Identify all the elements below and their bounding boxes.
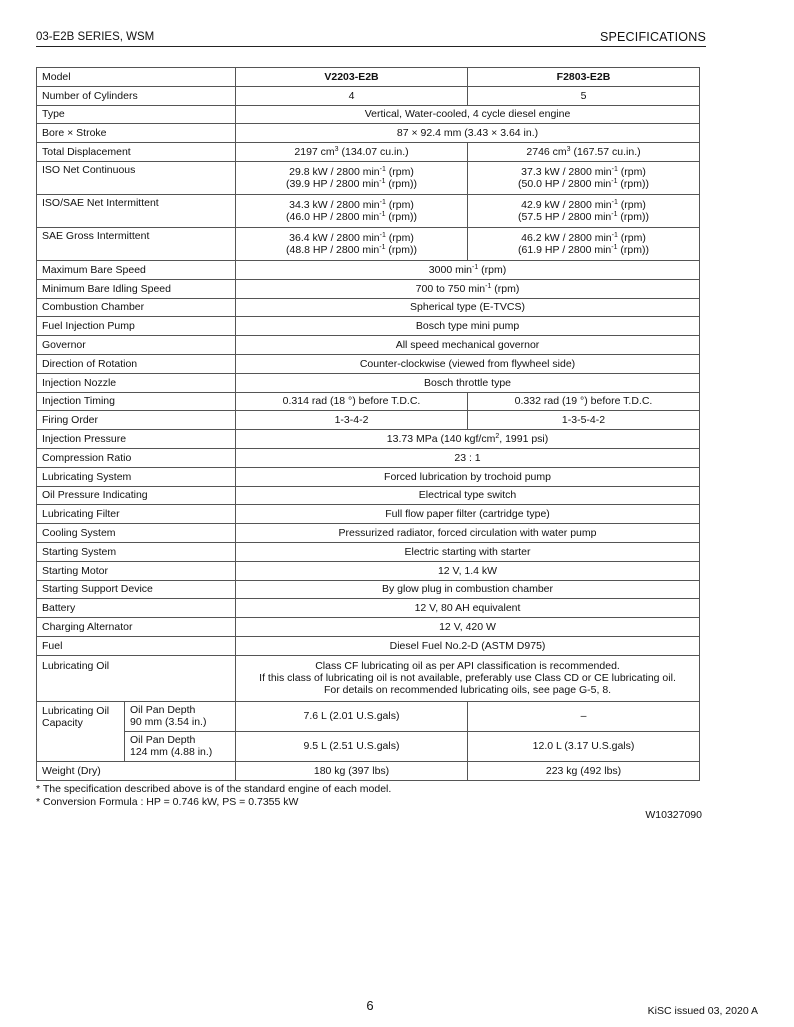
table-row-battery <box>37 599 700 618</box>
injection-pressure-value: 13.73 MPa (140 kgf/$cm^2$, 1991 psi) <box>236 430 700 449</box>
bore-stroke-value: 87 × 92.4 mm (3.43 × 3.64 in.) <box>236 124 700 143</box>
cylinders-a: 4 <box>236 86 468 105</box>
row-label: Injection Pressure <box>37 430 236 449</box>
support-value: By glow plug in combustion chamber <box>236 580 700 599</box>
table-row-motor <box>37 561 700 580</box>
row-label: Starting System <box>37 542 236 561</box>
specifications-table <box>36 67 700 781</box>
weight-b: 223 kg (492 lbs) <box>468 761 700 780</box>
row-label: ISO Net Continuous <box>37 161 236 194</box>
row-label: Lubricating System <box>37 467 236 486</box>
table-row-oil-pressure <box>37 486 700 505</box>
starting-value: Electric starting with starter <box>236 542 700 561</box>
cooling-value: Pressurized radiator, forced circulation with water pump <box>236 524 700 543</box>
compression-value: 23 : 1 <box>236 448 700 467</box>
table-row-compression <box>37 448 700 467</box>
footnote-conversion: * Conversion Formula : HP = 0.746 kW, PS = 0.7355 kW <box>36 796 299 808</box>
manual-series-title: 03-E2B SERIES, WSM <box>36 31 155 43</box>
row-label: ISO/SAE Net Intermittent <box>37 194 236 227</box>
fuel-value: Diesel Fuel No.2-D (ASTM D975) <box>236 636 700 655</box>
row-label: Charging Alternator <box>37 618 236 637</box>
table-row-alternator <box>37 618 700 637</box>
min-idle-value: 700 to 750 $\min^{-1} (rpm)$ <box>236 279 700 298</box>
row-label: Governor <box>37 336 236 355</box>
table-row-starting <box>37 542 700 561</box>
table-row-lube-system <box>37 467 700 486</box>
table-row-model <box>37 68 700 87</box>
table-row-fuel <box>37 636 700 655</box>
oil-pressure-value: Electrical type switch <box>236 486 700 505</box>
table-row-governor <box>37 336 700 355</box>
oil-pan-depth-124: Oil Pan Depth 124 mm (4.88 in.) <box>125 731 236 761</box>
firing-b: 1-3-5-4-2 <box>468 411 700 430</box>
alternator-value: 12 V, 420 W <box>236 618 700 637</box>
nozzle-value: Bosch throttle type <box>236 373 700 392</box>
table-row-iso-sae <box>37 194 700 227</box>
row-label: Starting Motor <box>37 561 236 580</box>
battery-value: 12 V, 80 AH equivalent <box>236 599 700 618</box>
capacity-label: Lubricating Oil Capacity <box>37 701 125 761</box>
row-label: Compression Ratio <box>37 448 236 467</box>
row-label: Lubricating Oil <box>37 655 236 701</box>
page-number: 6 <box>366 998 374 1013</box>
model-a-header: V2203-E2B <box>236 68 468 87</box>
table-row-displacement <box>37 143 700 162</box>
row-label: Fuel Injection Pump <box>37 317 236 336</box>
table-row-max-speed <box>37 260 700 279</box>
fuel-pump-value: Bosch type mini pump <box>236 317 700 336</box>
table-row-sae-gross <box>37 227 700 260</box>
max-speed-value: 3000 $\min^{-1} (rpm)$ <box>236 260 700 279</box>
table-row-firing <box>37 411 700 430</box>
table-row-lube-filter <box>37 505 700 524</box>
lube-oil-value: Class CF lubricating oil as per API classification is recommended. If this class of lubricating oil is not available, preferably use Class CD or CE lubricating oil. For details on recommended lubricating oils, see page G-5, 8. <box>236 655 700 701</box>
motor-value: 12 V, 1.4 kW <box>236 561 700 580</box>
row-label: Weight (Dry) <box>37 761 236 780</box>
table-row-injection-pressure <box>37 430 700 449</box>
table-row-bore-stroke <box>37 124 700 143</box>
table-row-nozzle <box>37 373 700 392</box>
footnote-standard-engine: * The specification described above is of the standard engine of each model. <box>36 783 392 795</box>
lube-filter-value: Full flow paper filter (cartridge type) <box>236 505 700 524</box>
table-row-lube-oil <box>37 655 700 701</box>
firing-a: 1-3-4-2 <box>236 411 468 430</box>
table-row-capacity-2 <box>37 731 700 761</box>
displacement-a: 2197 $cm^3$ (134.07 cu.in.) <box>236 143 468 162</box>
table-row-support <box>37 580 700 599</box>
row-label: Type <box>37 105 236 124</box>
footnotes <box>36 783 391 809</box>
table-row-cylinders <box>37 86 700 105</box>
timing-a: 0.314 rad (18 °) before T.D.C. <box>236 392 468 411</box>
iso-sae-a: 34.3 kW / 2800 $\min^{-1} (rpm)$ (46.0 HP / 2800 $\min^{-1} (rpm)$) <box>236 194 468 227</box>
table-row-type <box>37 105 700 124</box>
row-label: Bore × Stroke <box>37 124 236 143</box>
row-label: Number of Cylinders <box>37 86 236 105</box>
capacity-b-124: 12.0 L (3.17 U.S.gals) <box>468 731 700 761</box>
displacement-b: 2746 $cm^3$ (167.57 cu.in.) <box>468 143 700 162</box>
iso-net-b: 37.3 kW / 2800 $\min^{-1} (rpm)$ (50.0 HP / 2800 $\min^{-1} (rpm)$) <box>468 161 700 194</box>
section-title: SPECIFICATIONS <box>599 30 706 44</box>
model-b-header: F2803-E2B <box>468 68 700 87</box>
row-label: SAE Gross Intermittent <box>37 227 236 260</box>
table-row-fuel-pump <box>37 317 700 336</box>
row-label: Combustion Chamber <box>37 298 236 317</box>
header-rule <box>36 46 706 47</box>
iso-net-a: 29.8 kW / 2800 $\min^{-1} (rpm)$ (39.9 HP / 2800 $\min^{-1} (rpm)$) <box>236 161 468 194</box>
row-label: Firing Order <box>37 411 236 430</box>
document-code: W10327090 <box>645 809 702 821</box>
capacity-a-124: 9.5 L (2.51 U.S.gals) <box>236 731 468 761</box>
row-label: Model <box>37 68 236 87</box>
issue-info: KiSC issued 03, 2020 A <box>647 1005 758 1017</box>
row-label: Lubricating Filter <box>37 505 236 524</box>
row-label: Fuel <box>37 636 236 655</box>
row-label: Cooling System <box>37 524 236 543</box>
table-row-combustion <box>37 298 700 317</box>
capacity-b-90: – <box>468 701 700 731</box>
type-value: Vertical, Water-cooled, 4 cycle diesel engine <box>236 105 700 124</box>
weight-a: 180 kg (397 lbs) <box>236 761 468 780</box>
sae-gross-b: 46.2 kW / 2800 $\min^{-1} (rpm)$ (61.9 HP / 2800 $\min^{-1} (rpm)$) <box>468 227 700 260</box>
lube-system-value: Forced lubrication by trochoid pump <box>236 467 700 486</box>
sae-gross-a: 36.4 kW / 2800 $\min^{-1} (rpm)$ (48.8 HP / 2800 $\min^{-1} (rpm)$) <box>236 227 468 260</box>
table-row-capacity-1 <box>37 701 700 731</box>
row-label: Oil Pressure Indicating <box>37 486 236 505</box>
combustion-value: Spherical type (E-TVCS) <box>236 298 700 317</box>
row-label: Injection Timing <box>37 392 236 411</box>
rotation-value: Counter-clockwise (viewed from flywheel side) <box>236 354 700 373</box>
row-label: Total Displacement <box>37 143 236 162</box>
table-row-cooling <box>37 524 700 543</box>
row-label: Minimum Bare Idling Speed <box>37 279 236 298</box>
timing-b: 0.332 rad (19 °) before T.D.C. <box>468 392 700 411</box>
row-label: Maximum Bare Speed <box>37 260 236 279</box>
iso-sae-b: 42.9 kW / 2800 $\min^{-1} (rpm)$ (57.5 HP / 2800 $\min^{-1} (rpm)$) <box>468 194 700 227</box>
row-label: Battery <box>37 599 236 618</box>
capacity-a-90: 7.6 L (2.01 U.S.gals) <box>236 701 468 731</box>
row-label: Injection Nozzle <box>37 373 236 392</box>
table-row-rotation <box>37 354 700 373</box>
row-label: Starting Support Device <box>37 580 236 599</box>
cylinders-b: 5 <box>468 86 700 105</box>
oil-pan-depth-90: Oil Pan Depth 90 mm (3.54 in.) <box>125 701 236 731</box>
table-row-min-idle <box>37 279 700 298</box>
table-row-timing <box>37 392 700 411</box>
table-row-weight <box>37 761 700 780</box>
row-label: Direction of Rotation <box>37 354 236 373</box>
table-row-iso-net <box>37 161 700 194</box>
governor-value: All speed mechanical governor <box>236 336 700 355</box>
